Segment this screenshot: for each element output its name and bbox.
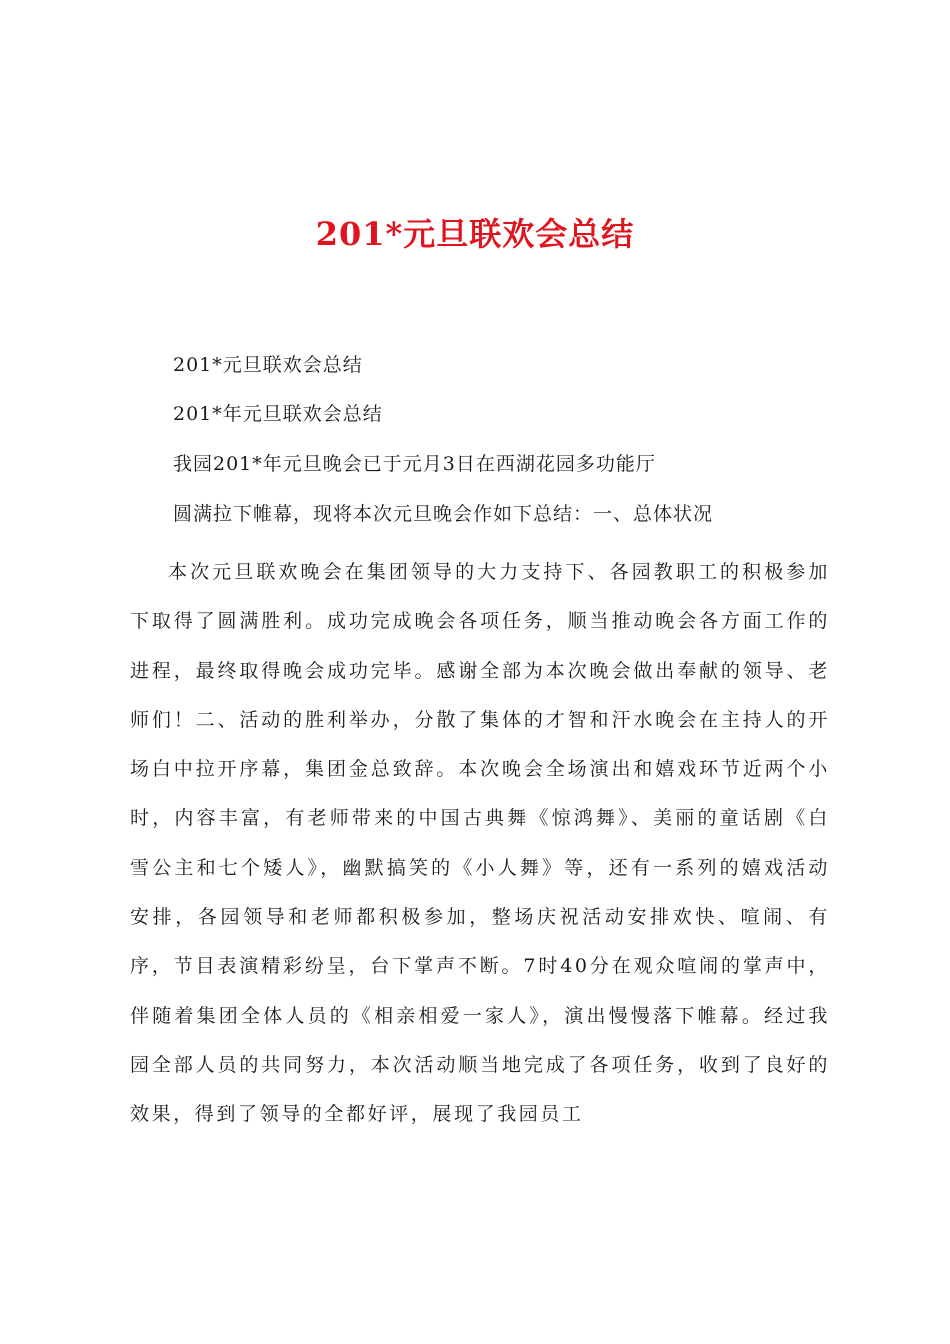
- document-title: 201*元旦联欢会总结: [315, 215, 635, 253]
- body-paragraph: 本次元旦联欢晚会在集团领导的大力支持下、各园教职工的积极参加下取得了圆满胜利。成功完成晚会各项任务，顺当推动晚会各方面工作的进程，最终取得晚会成功完毕。感谢全部为本次晚会做出奉献的领导、老师们！二、活动的胜利举办，分散了集体的才智和汗水晚会在主持人的开场白中拉开序幕，集团金总致辞。本次晚会全场演出和嬉戏环节近两个小时，内容丰富，有老师带来的中国古典舞《惊鸿舞》、美丽的童话剧《白雪公主和七个矮人》，幽默搞笑的《小人舞》等，还有一系列的嬉戏活动安排，各园领导和老师都积极参加，整场庆祝活动安排欢快、喧闹、有序，节目表演精彩纷呈，台下掌声不断。7时40分在观众喧闹的掌声中，伴随着集团全体人员的《相亲相爱一家人》，演出慢慢落下帷幕。经过我园全部人员的共同努力，本次活动顺当地完成了各项任务，收到了良好的效果，得到了领导的全都好评，展现了我园员工: [130, 561, 830, 1126]
- intro-line-summary-heading: 圆满拉下帷幕，现将本次元旦晚会作如下总结：一、总体状况: [173, 503, 714, 525]
- intro-line-event: 我园201*年元旦晚会已于元月3日在西湖花园多功能厅: [173, 453, 656, 475]
- intro-line-subtitle: 201*年元旦联欢会总结: [173, 403, 383, 425]
- intro-line-title-repeat: 201*元旦联欢会总结: [173, 354, 363, 376]
